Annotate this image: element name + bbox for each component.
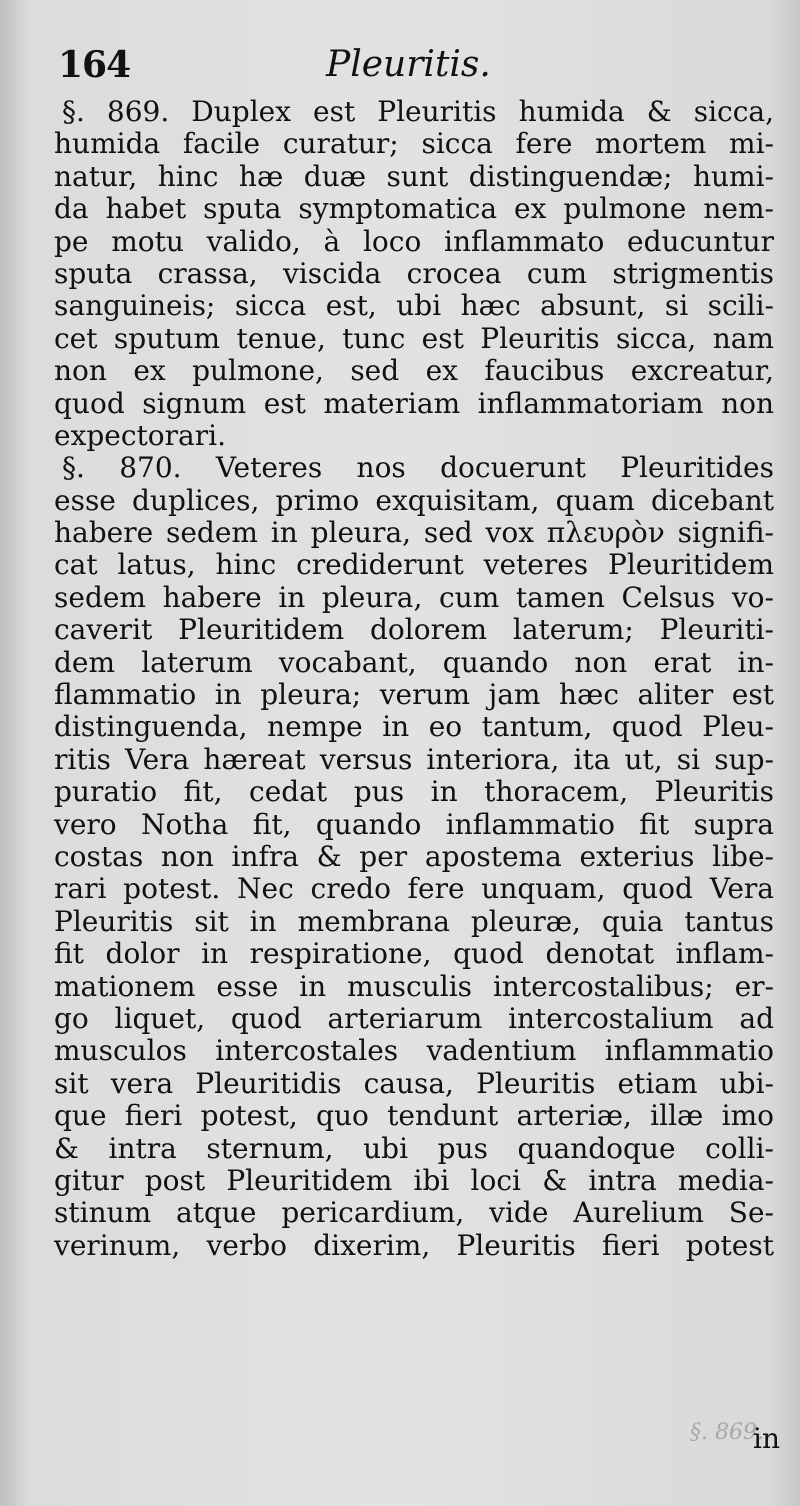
text-line: & intra sternum, ubi pus quandoque colli- <box>54 1131 774 1165</box>
page-header <box>58 44 758 94</box>
text-line: sputa crassa, viscida crocea cum strigmentis <box>54 256 774 290</box>
text-line: natur, hinc hæ duæ sunt distinguendæ; humi- <box>54 159 774 193</box>
text-line: Pleuritis sit in membrana pleuræ, quia tantus <box>54 904 774 938</box>
text-line: que fieri potest, quo tendunt arteriæ, illæ imo <box>54 1099 774 1133</box>
text-line: sedem habere in pleura, cum tamen Celsus vo- <box>54 580 774 614</box>
text-line: non ex pulmone, sed ex faucibus excreatur, <box>54 354 774 388</box>
text-line: musculos intercostales vadentium inflammatio <box>54 1034 774 1068</box>
text-line: puratio fit, cedat pus in thoracem, Pleuritis <box>54 775 774 809</box>
text-line: distinguenda, nempe in eo tantum, quod Pleu- <box>54 710 774 744</box>
text-line: humida facile curatur; sicca fere mortem mi- <box>54 127 774 161</box>
text-line: expectorari. <box>54 418 226 452</box>
text-line: go liquet, quod arteriarum intercostalium ad <box>54 1001 774 1035</box>
text-line: ritis Vera hæreat versus interiora, ita ut, si sup- <box>54 742 774 776</box>
text-line: pe motu valido, à loco inflammato educuntur <box>54 224 774 258</box>
text-line: verinum, verbo dixerim, Pleuritis fieri potest <box>54 1228 774 1262</box>
text-line: sit vera Pleuritidis causa, Pleuritis etiam ubi- <box>54 1066 774 1100</box>
text-line: vero Notha fit, quando inflammatio fit supra <box>54 807 774 841</box>
text-line: fit dolor in respiratione, quod denotat inflam- <box>54 937 774 971</box>
text-line: §. 870. Veteres nos docuerunt Pleuritides <box>62 451 774 485</box>
text-line: dem laterum vocabant, quando non erat in- <box>54 645 774 679</box>
text-line: sanguineis; sicca est, ubi hæc absunt, si scili- <box>54 289 774 323</box>
text-line: esse duplices, primo exquisitam, quam dicebant <box>54 483 774 517</box>
text-line: rari potest. Nec credo fere unquam, quod Vera <box>54 872 774 906</box>
text-line: caverit Pleuritidem dolorem laterum; Pleuriti- <box>54 613 774 647</box>
catchword: in <box>753 1422 780 1455</box>
text-line: flammatio in pleura; verum jam hæc aliter est <box>54 678 774 712</box>
text-line: quod signum est materiam inflammatoriam non <box>54 386 774 420</box>
running-title: Pleuritis. <box>326 44 491 85</box>
text-line: gitur post Pleuritidem ibi loci & intra media- <box>54 1163 774 1197</box>
bleedthrough-text: §. 869. <box>690 1420 764 1445</box>
text-line: habere sedem in pleura, sed vox πλευρὸν signifi- <box>54 516 774 550</box>
text-line: cet sputum tenue, tunc est Pleuritis sicca, nam <box>54 321 774 355</box>
page-number: 164 <box>58 44 131 86</box>
text-line: §. 869. Duplex est Pleuritis humida & sicca, <box>62 95 774 128</box>
body-text <box>54 96 774 1262</box>
text-line: stinum atque pericardium, vide Aurelium Se- <box>54 1196 774 1230</box>
text-line: cat latus, hinc crediderunt veteres Pleuritidem <box>54 548 774 582</box>
text-line: costas non infra & per apostema exterius libe- <box>54 839 774 873</box>
text-line: mationem esse in musculis intercostalibus; er- <box>54 969 774 1003</box>
text-line: da habet sputa symptomatica ex pulmone nem- <box>54 192 774 226</box>
